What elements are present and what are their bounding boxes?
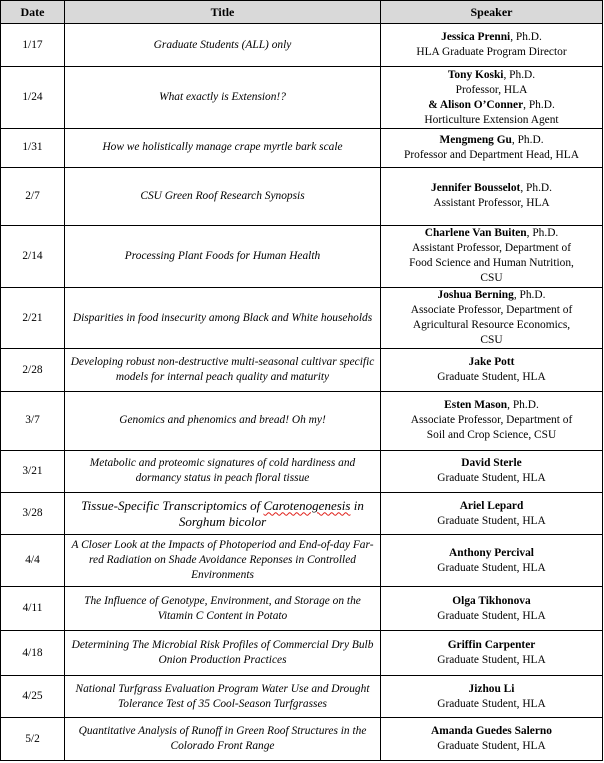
date-cell: 1/24 [1,67,65,129]
speaker-cell [381,587,603,631]
table-row [1,129,603,167]
speaker-role: Professor, HLA [455,83,528,96]
date-cell: 3/7 [1,391,65,450]
speaker-line [385,226,598,241]
date-cell: 4/18 [1,631,65,675]
title-cell: Genomics and phenomics and bread! Oh my! [65,391,381,450]
speaker-degree: , Ph.D. [520,182,552,195]
speaker-cell [381,675,603,717]
table-row [1,675,603,717]
date-cell: 4/25 [1,675,65,717]
speaker-degree: , Ph.D. [526,227,559,240]
date-cell: 4/11 [1,587,65,631]
date-cell: 2/28 [1,349,65,391]
speaker-role: Food Science and Human Nutrition, [409,257,574,270]
speaker-line [385,594,598,609]
speaker-line [385,724,598,739]
table-row [1,349,603,391]
header-title: Title [65,1,381,24]
table-row [1,167,603,226]
speaker-role: Assistant Professor, Department of [412,242,571,255]
date-cell: 4/4 [1,535,65,587]
speaker-name: Charlene Van Buiten [424,227,527,240]
speaker-name: David Sterle [461,457,522,470]
title-cell: Developing robust non-destructive multi-seasonal cultivar specific models for internal peach quality and maturity [65,349,381,391]
speaker-name: Esten Mason [444,399,508,412]
title-cell: National Turfgrass Evaluation Program Water Use and Drought Tolerance Test of 35 Cool-Season Turfgrasses [65,675,381,717]
table-row [1,287,603,349]
table-row [1,67,603,129]
speaker-role: Graduate Student, HLA [437,371,546,384]
speaker-role: Associate Professor, Department of [410,414,573,427]
speaker-name: Jizhou Li [468,682,515,695]
table-row [1,450,603,492]
table-row [1,535,603,587]
speaker-role: Soil and Crop Science, CSU [426,429,557,442]
speaker-role: Graduate Student, HLA [437,561,546,574]
speaker-name: Alison O’Conner [439,98,524,111]
speaker-name: Mengmeng Gu [439,133,512,146]
date-cell: 3/28 [1,493,65,535]
speaker-role: Graduate Student, HLA [437,609,546,622]
speaker-role: Associate Professor, Department of [410,304,573,317]
speaker-line [385,546,598,561]
speaker-name: Amanda Guedes Salerno [431,725,552,738]
speaker-name: Joshua Berning [437,289,514,302]
title-cell: Disparities in food insecurity among Black and White households [65,287,381,349]
speaker-role: Graduate Student, HLA [437,514,546,527]
title-cell: Processing Plant Foods for Human Health [65,226,381,288]
speaker-cell [381,450,603,492]
title-cell: Quantitative Analysis of Runoff in Green Roof Structures in the Colorado Front Range [65,718,381,761]
spellcheck-flagged-word: Carotenogenesis [263,497,351,513]
speaker-prefix: & [428,98,440,111]
date-cell: 1/17 [1,24,65,67]
title-cell: Metabolic and proteomic signatures of cold hardiness and dormancy status in peach floral tissue [65,450,381,492]
title-cell: Graduate Students (ALL) only [65,24,381,67]
schedule-body [1,24,603,761]
speaker-line [385,288,598,303]
speaker-role: Graduate Student, HLA [437,697,546,710]
date-cell: 2/7 [1,167,65,226]
speaker-line [385,133,598,148]
speaker-line [385,682,598,697]
speaker-name: Jake Pott [468,356,515,369]
speaker-role: CSU [480,272,503,285]
speaker-role: CSU [480,334,503,347]
speaker-degree: , Ph.D. [511,133,544,146]
speaker-name: Tony Koski [447,68,504,81]
title-cell: The Influence of Genotype, Environment, and Storage on the Vitamin C Content in Potato [65,587,381,631]
speaker-role: Professor and Department Head, HLA [404,148,579,161]
speaker-line [385,98,598,113]
speaker-cell [381,631,603,675]
speaker-role: HLA Graduate Program Director [416,46,567,59]
table-row [1,587,603,631]
speaker-line [385,499,598,514]
table-row [1,226,603,288]
speaker-degree: , Ph.D. [503,68,536,81]
speaker-role: Graduate Student, HLA [437,654,546,667]
table-row [1,391,603,450]
table-row [1,493,603,535]
speaker-line [385,638,598,653]
speaker-cell [381,24,603,67]
speaker-name: Griffin Carpenter [447,639,536,652]
speaker-degree: , Ph.D. [523,98,555,111]
header-row [1,1,603,24]
header-speaker: Speaker [381,1,603,24]
speaker-cell [381,349,603,391]
speaker-name: Olga Tikhonova [452,594,531,607]
speaker-line [385,181,598,196]
title-cell: Tissue-Specific Transcriptomics of Carotenogenesis in Sorghum bicolor [65,493,381,535]
speaker-role: Horticulture Extension Agent [424,113,559,126]
speaker-role: Graduate Student, HLA [437,740,546,753]
date-cell: 3/21 [1,450,65,492]
table-row [1,631,603,675]
title-cell: How we holistically manage crape myrtle bark scale [65,129,381,167]
speaker-role: Graduate Student, HLA [437,472,546,485]
title-cell: CSU Green Roof Research Synopsis [65,167,381,226]
title-cell: A Closer Look at the Impacts of Photoperiod and End-of-day Far-red Radiation on Shade Avoidance Reponses in Controlled Environments [65,535,381,587]
speaker-degree: , Ph.D. [513,289,546,302]
speaker-cell [381,391,603,450]
speaker-name: Jennifer Bousselot [431,182,521,195]
speaker-cell [381,226,603,288]
date-cell: 2/21 [1,287,65,349]
speaker-cell [381,287,603,349]
speaker-name: Ariel Lepard [459,499,524,512]
table-row [1,24,603,67]
speaker-cell [381,718,603,761]
speaker-cell [381,493,603,535]
speaker-name: Jessica Prenni [441,31,511,44]
header-date: Date [1,1,65,24]
speaker-line [385,30,598,45]
title-cell: What exactly is Extension!? [65,67,381,129]
speaker-name: Anthony Percival [449,546,534,559]
speaker-cell [381,67,603,129]
date-cell: 1/31 [1,129,65,167]
speaker-line [385,456,598,471]
speaker-role: Agricultural Resource Economics, [412,319,571,332]
title-cell: Determining The Microbial Risk Profiles of Commercial Dry Bulb Onion Production Practices [65,631,381,675]
date-cell: 5/2 [1,718,65,761]
speaker-line [385,355,598,370]
speaker-role: Assistant Professor, HLA [433,197,550,210]
speaker-line [385,398,598,413]
speaker-cell [381,167,603,226]
speaker-degree: , Ph.D. [510,31,542,44]
speaker-cell [381,535,603,587]
speaker-degree: , Ph.D. [507,399,539,412]
speaker-line [385,68,598,83]
table-row [1,718,603,761]
date-cell: 2/14 [1,226,65,288]
speaker-cell [381,129,603,167]
